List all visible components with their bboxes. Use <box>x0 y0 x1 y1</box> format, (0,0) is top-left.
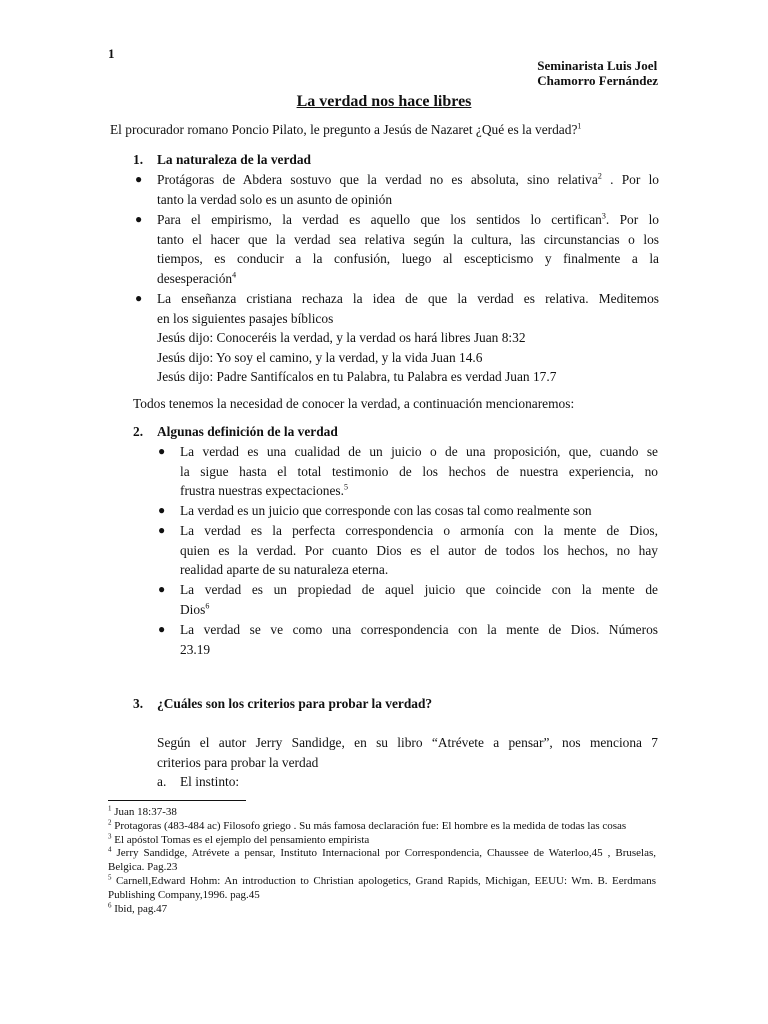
author-line-1: Seminarista Luis Joel <box>537 58 658 73</box>
bible-verse-1: Jesús dijo: Conoceréis la verdad, y la verdad os hará libres Juan 8:32 <box>157 330 526 346</box>
intro-paragraph <box>110 120 581 140</box>
author-line-2: Chamorro Fernández <box>537 73 658 88</box>
document-title: La verdad nos hace libres <box>296 93 472 110</box>
footnote-1: $^1$ Juan 18:37-38 <box>108 804 177 818</box>
footnotes <box>108 806 656 916</box>
s2-b3-line-3: realidad aparte de su naturaleza eterna. <box>180 562 389 578</box>
footnote-5: $^5$ Carnell,Edward Hohm: An introduction to Christian apologetics, Grand Rapids, Michigan, EEUU: Wm. B. Eerdmans Publishing Company,1996. pag.45 <box>108 873 656 901</box>
list-item-a: El instinto: <box>180 774 240 789</box>
s1-b3-line-1: La enseñanza cristiana rechaza la idea de que la verdad es relativa. Meditemos <box>157 291 659 306</box>
footnote-2: $^2$ Protagoras (483-484 ac) Filosofo griego . Su más famosa declaración fue: El hombre es la medida de todas las cosas <box>108 818 627 832</box>
s2-bullet-4 <box>180 580 658 619</box>
bullet-icon: ● <box>158 523 166 537</box>
s2-bullet-5 <box>180 620 658 659</box>
s2-b2-line-1: La verdad es un juicio que corresponde con las cosas tal como realmente son <box>180 503 592 518</box>
s1-b1-line-2: tanto la verdad solo es un asunto de opinión <box>157 191 393 207</box>
bullet-icon: ● <box>135 212 143 226</box>
s3-p-line-1: Según el autor Jerry Sandidge, en su libro “Atrévete a pensar”, nos menciona 7 <box>157 735 658 750</box>
section-2-heading: Algunas definición de la verdad <box>157 424 338 439</box>
section-2-number: 2. <box>133 424 144 439</box>
footnote-6: $^6$ Ibid, pag.47 <box>108 900 168 915</box>
s1-b2-line-3: tiempos, es conducir a la confusión, luego al escepticismo y finalmente a la <box>157 251 659 267</box>
s1-b1-line-1: Protágoras de Abdera sostuvo que la verdad no es absoluta, sino relativa$^2$ . Por lo <box>157 171 659 187</box>
author-block <box>537 58 658 88</box>
section-1-number: 1. <box>133 152 144 167</box>
bullet-icon: ● <box>158 582 166 596</box>
bullet-icon: ● <box>135 172 143 186</box>
s2-bullet-3 <box>180 521 658 580</box>
footnote-4: $^4$ Jerry Sandidge, Atrévete a pensar, Instituto Internacional por Correspondencia, Chaussee de Waterloo,45 , Bruselas, Belgica. Pag.23 <box>108 845 656 874</box>
s1-b2-line-4: desesperación$^4$ <box>157 270 237 286</box>
s1-b3-line-2: en los siguientes pasajes bíblicos <box>157 310 334 326</box>
s2-b3-line-1: La verdad es la perfecta correspondencia o armonía con la mente de Dios, <box>180 523 658 538</box>
page-number: 1 <box>108 46 115 61</box>
footnote-3: $^3$ El apóstol Tomas es el ejemplo del pensamiento empirista <box>108 831 370 846</box>
list-item-a-marker: a. <box>157 774 167 789</box>
s2-bullet-1 <box>180 442 658 501</box>
section-1-closing: Todos tenemos la necesidad de conocer la verdad, a continuación mencionaremos: <box>133 396 575 411</box>
footnote-separator <box>108 800 246 801</box>
bullet-icon: ● <box>135 291 143 305</box>
s3-p-line-2: criterios para probar la verdad <box>157 754 319 770</box>
bullet-icon: ● <box>158 503 166 517</box>
bullet-icon: ● <box>158 622 166 636</box>
s1-bullet-3 <box>157 289 659 387</box>
s2-b4-line-1: La verdad es un propiedad de aquel juicio que coincide con la mente de <box>180 582 658 597</box>
s2-b5-line-1: La verdad se ve como una correspondencia con la mente de Dios. Números <box>180 622 658 637</box>
s2-b3-line-2: quien es la verdad. Por cuanto Dios es el autor de todos los hechos, no hay <box>180 542 658 558</box>
bible-verse-3: Jesús dijo: Padre Santifícalos en tu Palabra, tu Palabra es verdad Juan 17.7 <box>157 369 557 385</box>
bible-verse-2: Jesús dijo: Yo soy el camino, y la verdad, y la vida Juan 14.6 <box>157 349 483 365</box>
s1-bullet-1 <box>157 170 659 209</box>
intro-text: El procurador romano Poncio Pilato, le pregunto a Jesús de Nazaret ¿Qué es la verdad? <box>110 122 578 137</box>
section-1-heading: La naturaleza de la verdad <box>157 152 311 167</box>
s1-b2-line-2: tanto el hacer que la verdad sea relativa según la cultura, las circunstancias o los <box>157 231 659 247</box>
s1-bullet-2 <box>157 210 659 288</box>
s2-b1-line-2: la sigue hasta el total testimonio de los hechos de nuestra experiencia, no <box>180 463 658 479</box>
s2-b5-line-2: 23.19 <box>180 641 211 657</box>
s2-b1-line-3: frustra nuestras expectaciones.$^5$ <box>180 482 348 499</box>
s1-b2-line-1: Para el empirismo, la verdad es aquello que los sentidos lo certifican$^3$. Por lo <box>157 211 660 227</box>
footnote-ref-1: 1 <box>577 121 582 131</box>
s2-b4-line-2: Dios$^6$ <box>180 601 210 617</box>
s2-b1-line-1: La verdad es una cualidad de un juicio o de una proposición, que, cuando se <box>180 444 658 459</box>
section-3-paragraph <box>157 733 658 772</box>
section-3-number: 3. <box>133 696 144 711</box>
bullet-icon: ● <box>158 444 166 458</box>
section-3-heading: ¿Cuáles son los criterios para probar la verdad? <box>157 696 433 711</box>
s2-bullet-2 <box>180 501 658 521</box>
